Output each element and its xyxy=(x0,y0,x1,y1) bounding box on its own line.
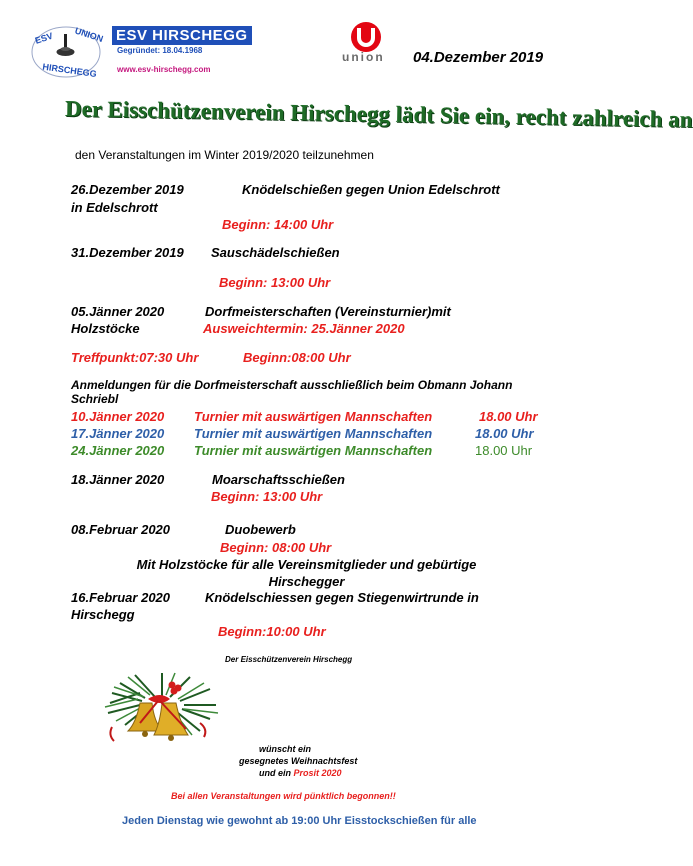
event-title: Knödelschiessen gegen Stiegenwirtrunde in xyxy=(205,590,479,605)
christmas-bells-icon xyxy=(100,663,224,747)
tournament-time: 18.00 Uhr xyxy=(475,426,534,441)
event-date: 05.Jänner 2020 xyxy=(71,304,165,319)
registration-note: Anmeldungen für die Dorfmeisterschaft ausschließlich beim Obmann Johann xyxy=(71,378,513,392)
greeting-prefix: und ein xyxy=(259,768,294,778)
tournament-date: 10.Jänner 2020 xyxy=(71,409,165,424)
tournament-time: 18.00 Uhr xyxy=(479,409,538,424)
event-title: Moarschaftsschießen xyxy=(212,472,345,487)
headline: Der Eisschützenverein Hirschegg lädt Sie ein, recht zahlreich an xyxy=(64,96,693,132)
tournament-title: Turnier mit auswärtigen Mannschaften xyxy=(194,443,433,458)
event-begin: Beginn: 08:00 Uhr xyxy=(220,540,332,555)
tournament-date: 17.Jänner 2020 xyxy=(71,426,165,441)
event-date: 26.Dezember 2019 xyxy=(71,182,184,197)
svg-text:ESV: ESV xyxy=(33,30,55,46)
event-date: 18.Jänner 2020 xyxy=(71,472,165,487)
club-founded: Gegründet: 18.04.1968 xyxy=(117,46,203,55)
event-title-cont: in Edelschrott xyxy=(71,200,158,215)
subline: den Veranstaltungen im Winter 2019/2020 teilzunehmen xyxy=(75,148,374,162)
punctual-notice: Bei allen Veranstaltungen wird pünktlich begonnen!! xyxy=(171,791,396,801)
event-begin: Beginn: 14:00 Uhr xyxy=(222,217,334,232)
svg-text:HIRSCHEGG: HIRSCHEGG xyxy=(41,61,98,80)
event-begin: Beginn:10:00 Uhr xyxy=(218,624,326,639)
tournament-date: 24.Jänner 2020 xyxy=(71,443,165,458)
document-date: 04.Dezember 2019 xyxy=(413,49,544,66)
tournament-title: Turnier mit auswärtigen Mannschaften xyxy=(194,426,433,441)
registration-note-cont: Schriebl xyxy=(71,392,119,406)
union-logo-text: union xyxy=(342,50,385,64)
club-logo-icon xyxy=(30,22,105,80)
greeting-line: wünscht ein xyxy=(259,744,312,754)
event-title: Dorfmeisterschaften (Vereinsturnier)mit xyxy=(205,304,451,319)
closing-club: Der Eisschützenverein Hirschegg xyxy=(225,655,353,664)
event-begin: Beginn: 13:00 Uhr xyxy=(211,489,323,504)
greeting-line xyxy=(259,768,342,778)
event-alt-date: Ausweichtermin: 25.Jänner 2020 xyxy=(203,321,405,336)
svg-text:UNION: UNION xyxy=(73,25,105,45)
event-begin: Beginn:08:00 Uhr xyxy=(243,350,351,365)
event-title: Knödelschießen gegen Union Edelschrott xyxy=(242,182,500,197)
event-title: Sauschädelschießen xyxy=(211,245,340,260)
event-meeting: Treffpunkt:07:30 Uhr xyxy=(71,350,199,365)
event-title-cont: Hirschegg xyxy=(71,607,135,622)
greeting-line: gesegnetes Weihnachtsfest xyxy=(239,756,358,766)
event-date: 08.Februar 2020 xyxy=(71,522,171,537)
tournament-time: 18.00 Uhr xyxy=(475,443,533,458)
club-name: ESV HIRSCHEGG xyxy=(112,26,252,45)
event-date: 31.Dezember 2019 xyxy=(71,245,184,260)
event-date: 16.Februar 2020 xyxy=(71,590,171,605)
tournament-title: Turnier mit auswärtigen Mannschaften xyxy=(194,409,433,424)
tuesday-notice: Jeden Dienstag wie gewohnt ab 19:00 Uhr Eisstockschießen für alle xyxy=(122,815,477,827)
prosit-text: Prosit 2020 xyxy=(293,768,342,778)
event-note-cont: Hirschegger xyxy=(268,574,345,589)
event-begin: Beginn: 13:00 Uhr xyxy=(219,275,331,290)
club-website: www.esv-hirschegg.com xyxy=(117,65,211,74)
event-title-cont: Holzstöcke xyxy=(71,321,140,336)
event-note: Mit Holzstöcke für alle Vereinsmitglieder und gebürtige xyxy=(136,557,477,572)
event-title: Duobewerb xyxy=(225,522,296,537)
